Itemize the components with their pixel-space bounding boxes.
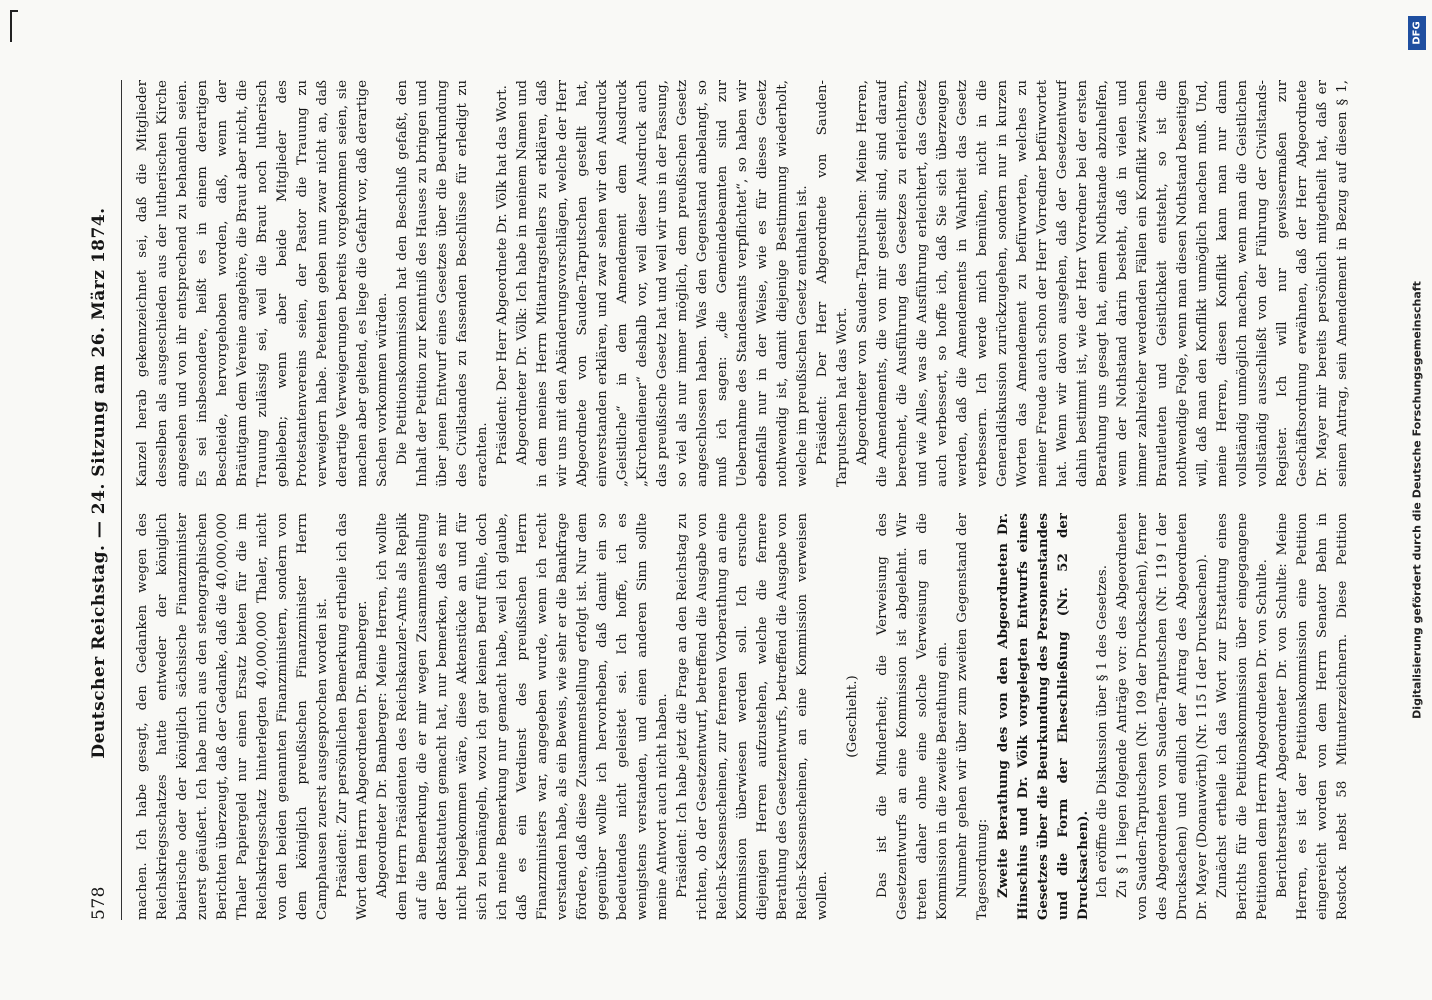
paragraph: Präsident: Zur persönlichen Bemerkung ertheile ich das Wort dem Herrn Abgeordneten Dr. Bamberger. (335, 513, 370, 920)
paragraph: machen. Ich habe gesagt, den Gedanken wegen des Reichskriegsschatzes hatte entweder der königlich baierische oder der königlich sächsische Finanzminister zuerst geäußert. Ich habe mich aus den stenographischen Berichten überzeugt, daß der Gedanke, daß die 40,000,000 Thaler Papiergeld nur einen Ersatz bieten für die im Reichskriegsschatz hinterlegten 40,000,000 Thaler, nicht von den beiden genannten Finanzministern, sondern von dem königlich preußischen Finanzminister Herrn Camphausen zuerst ausgesprochen worden ist. (135, 513, 330, 920)
paragraph: Abgeordneter von Sauden-Tarputschen: Meine Herren, die Amendements, die von mir gestellt sind, sind darauf berechnet, die Ausführung des Gesetzes zu erleichtern, und wie Alles, was die Ausführung erleichtert, das Gesetz auch verbessert, so hoffe ich, daß Sie sich überzeugen werden, daß die Amendements in Wahrheit das Gesetz verbessern. Ich werde mich bemühen, nicht in die Generaldiskussion zurückzugehen, sondern nur in kurzen Worten das Amendement zu befürworten, welches zu meiner Freude auch schon der Herr Vorredner befürwortet hat. Wenn wir davon ausgehen, daß der Gesetzentwurf dahin bestimmt ist, wie der Herr Vorredner bei der ersten Berathung uns gesagt hat, einem Nothstande abzuhelfen, wenn der Nothstand darin besteht, daß in vielen und immer zahlreicher werdenden Fällen ein Konflikt zwischen Brautleuten und Geistlichkeit entsteht, so ist die nothwendige Folge, wenn man diesen Nothstand beseitigen will, daß man den Konflikt unmöglich machen muß. Und, meine Herren, diesen Konflikt kann man nur dann vollständig unmöglich machen, wenn man die Geistlichen vollständig ausschließt von der Führung der Civilstands-Register. Ich will nur gewissermaßen zur Geschäftsordnung erwähnen, daß der Herr Abgeordnete Dr. Mayer mir bereits persönlich mitgetheilt hat, daß er seinen Antrag, sein Amendement in Bezug auf diesen § 1, (855, 80, 1350, 487)
rotated-page (61, 50, 1371, 950)
page-header (89, 80, 122, 920)
right-column (133, 80, 1351, 487)
paragraph: Abgeordneter Dr. Bamberger: Meine Herren, ich wollte dem Herrn Präsidenten des Reichskanzler-Amts als Replik auf die Bemerkung, die er mir wegen Zusammenstellung der Bankstatuten gemacht hat, nur bemerken, daß es mir nicht beigekommen wäre, diese Aktenstücke an und für sich zu bemängeln, wozu ich gar keinen Beruf fühle, doch ich meine Bemerkung nur gemacht habe, weil ich glaube, daß es ein Verdienst des preußischen Herrn Finanzministers war, angegeben wurde, wenn ich recht verstanden habe, als ein Beweis, wie sehr er die Bankfrage fördere, daß diese Zusammenstellung erfolgt ist. Nur dem gegenüber wollte ich hervorheben, daß damit ein so bedeutendes nicht geleistet sei. Ich hoffe, ich es wenigstens verstanden, und einen anderen Sinn sollte meine Antwort auch nicht haben. (375, 513, 670, 920)
stage-direction: (Geschieht.) (845, 675, 860, 758)
paragraph: Nunmehr gehen wir über zum zweiten Gegenstand der Tagesordnung: (955, 513, 990, 920)
page-number: 578 (89, 886, 109, 920)
paragraph: Ich eröffne die Diskussion über § 1 des Gesetzes. (1095, 564, 1110, 898)
agenda-heading: Zweite Berathung des von den Abgeordneten Dr. Hinschius und Dr. Völk vorgelegten Entwurfs eines Gesetzes über die Beurkundung des Personenstandes und die Form der Eheschließung (Nr. 52 der Drucksachen). (995, 513, 1091, 920)
dfg-logo (1408, 16, 1426, 50)
paragraph: Zunächst ertheile ich das Wort zur Erstattung eines Berichts für die Petitionskommission über eingegangene Petitionen dem Herrn Abgeordneten Dr. von Schulte. (1215, 513, 1270, 920)
running-title: Deutscher Reichstag. — 24. Sitzung am 26. März 1874. (89, 207, 109, 759)
scan-edge-marks (6, 0, 26, 1000)
paragraph: Kanzel herab gekennzeichnet sei, daß die Mitglieder desselben als ausgeschieden aus der lutherischen Kirche angesehen und von ihr entsprechend zu behandeln seien. Es sei insbesondere, heißt es in einem derartigen Bescheide, hervorgehoben worden, daß, wenn der Bräutigam dem Vereine angehöre, die Braut aber nicht, die Trauung zulässig sei, weil die Braut noch lutherisch geblieben; wenn aber beide Mitglieder des Protestantenvereins seien, der Pastor die Trauung zu verweigern habe. Petenten geben nun zwar nicht an, daß derartige Verweigerungen bereits vorgekommen seien, sie machen aber geltend, es liege die Gefahr vor, daß derartige Sachen vorkommen würden. (135, 80, 390, 487)
dfg-logo-text: DFG (1411, 21, 1423, 45)
paragraph: Präsident: Der Herr Abgeordnete von Sauden-Tarputschen hat das Wort. (815, 80, 850, 487)
text-columns (133, 80, 1351, 920)
funding-note: Digitalisierung gefördert durch die Deutsche Forschungsgemeinschaft (1410, 281, 1424, 719)
left-column (133, 513, 1351, 920)
paragraph: Berichterstatter Abgeordneter Dr. von Schulte: Meine Herren, es ist der Petitionskommission eine Petition eingereicht worden von dem Herrn Senator Behn in Rostock nebst 58 Mitunterzeichnern. Diese Petition (1275, 513, 1350, 920)
paragraph: Abgeordneter Dr. Völk: Ich habe in meinem Namen und in dem meines Herrn Mitantragstellers zu erklären, daß wir uns mit den Abänderungsvorschlägen, welche der Herr Abgeordnete von Sauden-Tarputschen gestellt hat, einverstanden erklären, und zwar sehen wir den Ausdruck „Geistliche“ in dem Amendement dem Ausdruck „Kirchendiener“ deshalb vor, weil dieser Ausdruck auch das preußische Gesetz hat und weil wir uns in der Fassung, so viel als nur immer möglich, dem preußischen Gesetz angeschlossen haben. Was den Gegenstand anbelangt, so muß ich sagen: „die Gemeindebeamten sind zur Uebernahme des Standesamts verpflichtet“, so haben wir ebenfalls nur in der Weise, wie es für dieses Gesetz nothwendig ist, damit diejenige Bestimmung wiederholt, welche im preußischen Gesetz enthalten ist. (515, 80, 810, 487)
paragraph: Zu § 1 liegen folgende Anträge vor: des Abgeordneten von Sauden-Tarputschen (Nr. 109 der Drucksachen), ferner des Abgeordneten von Sauden-Tarputschen (Nr. 119 I der Drucksachen) und endlich der Antrag des Abgeordneten Dr. Mayer (Donauwörth) (Nr. 115 I der Drucksachen). (1115, 513, 1210, 920)
crop-mark (10, 10, 18, 42)
paragraph: Präsident: Der Herr Abgeordnete Dr. Völk hat das Wort. (495, 85, 510, 465)
paragraph: Präsident: Ich habe jetzt die Frage an den Reichstag zu richten, ob der Gesetzentwurf, betreffend die Ausgabe von Reichs-Kassenscheinen, zur ferneren Vorberathung an eine Kommission überwiesen werden soll. Ich ersuche diejenigen Herren aufzustehen, welche die fernere Berathung des Gesetzentwurfs, betreffend die Ausgabe von Reichs-Kassenscheinen, an eine Kommission verweisen wollen. (675, 513, 830, 920)
dfg-margin-note (1406, 8, 1428, 992)
paragraph: Die Petitionskommission hat den Beschluß gefaßt, den Inhalt der Petition zur Kenntniß des Hauses zu bringen und über jenen Entwurf eines Gesetzes über die Beurkundung des Civilstandes zu fassenden Beschlüsse für erledigt zu erachten. (395, 80, 490, 487)
paragraph: Das ist die Minderheit; die Verweisung des Gesetzentwurfs an eine Kommission ist abgelehnt. Wir treten daher ohne eine solche Verweisung an die Kommission in die zweite Berathung ein. (875, 513, 950, 920)
